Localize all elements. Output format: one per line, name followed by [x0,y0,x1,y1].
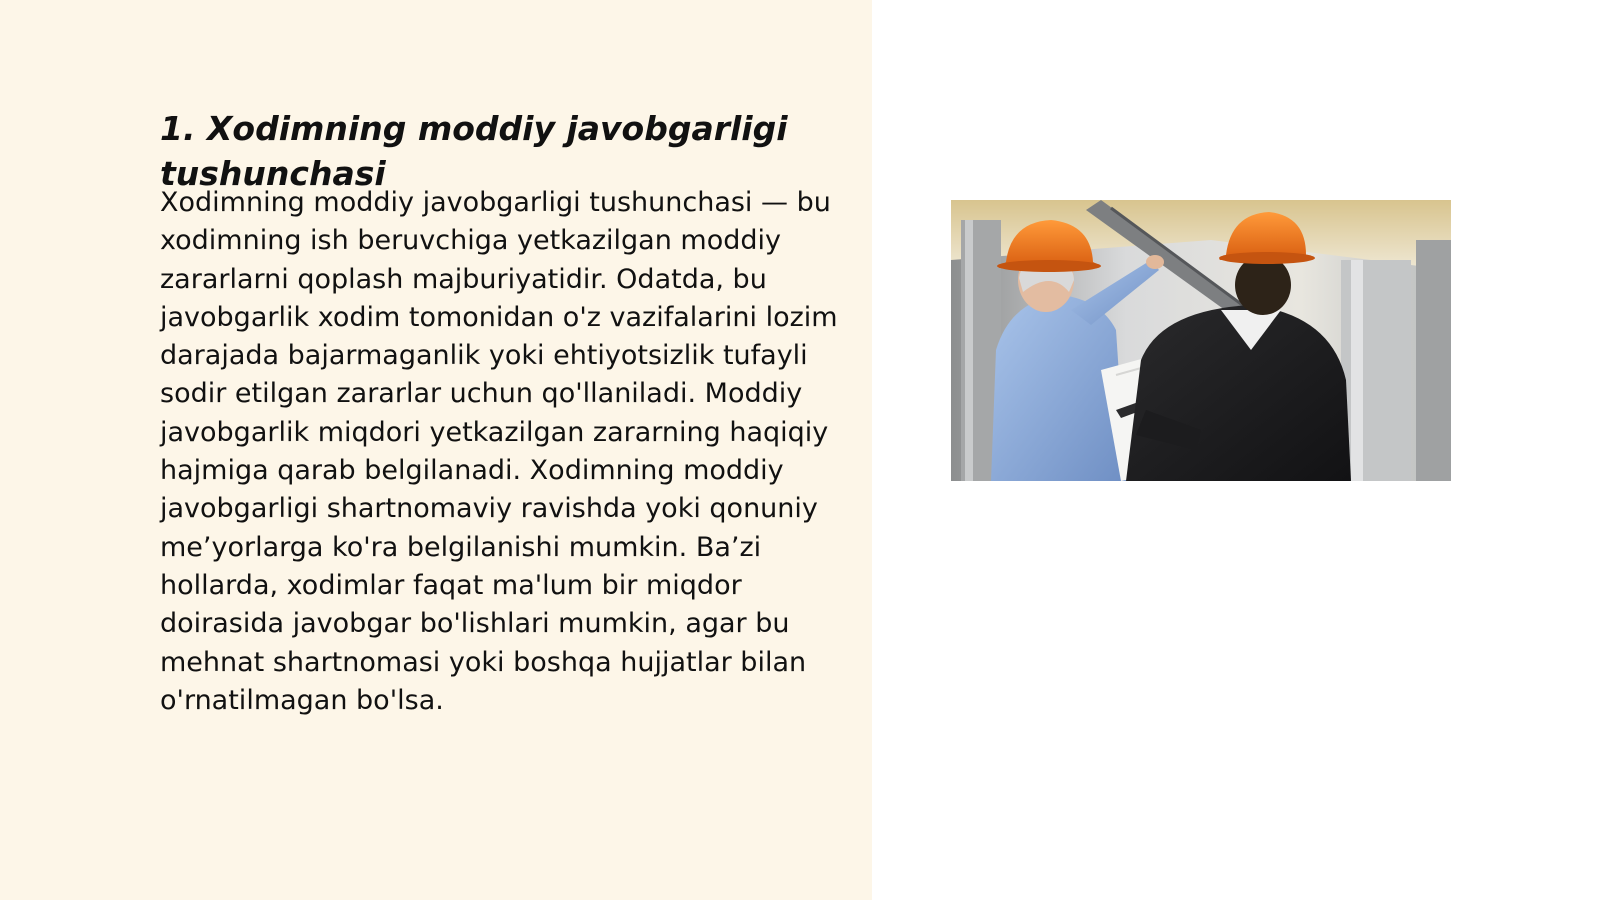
two-engineers-hard-hats-icon [951,200,1451,481]
engineers-photo [951,200,1451,481]
slide-title: 1. Xodimning moddiy javobgarligi tushunchasi [160,109,788,193]
slide-body-text: Xodimning moddiy javobgarligi tushunchasi — bu xodimning ish beruvchiga yetkazilgan moddiy zararlarni qoplash majburiyatidir. Odatda, bu javobgarlik xodim tomonidan o'z vazifalarini lozim darajada bajarmaganlik yoki ehtiyotsizlik tufayli sodir etilgan zararlar uchun qo'llaniladi. Moddiy javobgarlik miqdori yetkazilgan zararning haqiqiy hajmiga qarab belgilanadi. Xodimning moddiy javobgarligi shartnomaviy ravishda yoki qonuniy me’yorlarga ko'ra belgilanishi mumkin. Ba’zi hollarda, xodimlar faqat ma'lum bir miqdor doirasida javobgar bo'lishlari mumkin, agar bu mehnat shartnomasi yoki boshqa hujjatlar bilan o'rnatilmagan bo'lsa. [160,187,838,716]
